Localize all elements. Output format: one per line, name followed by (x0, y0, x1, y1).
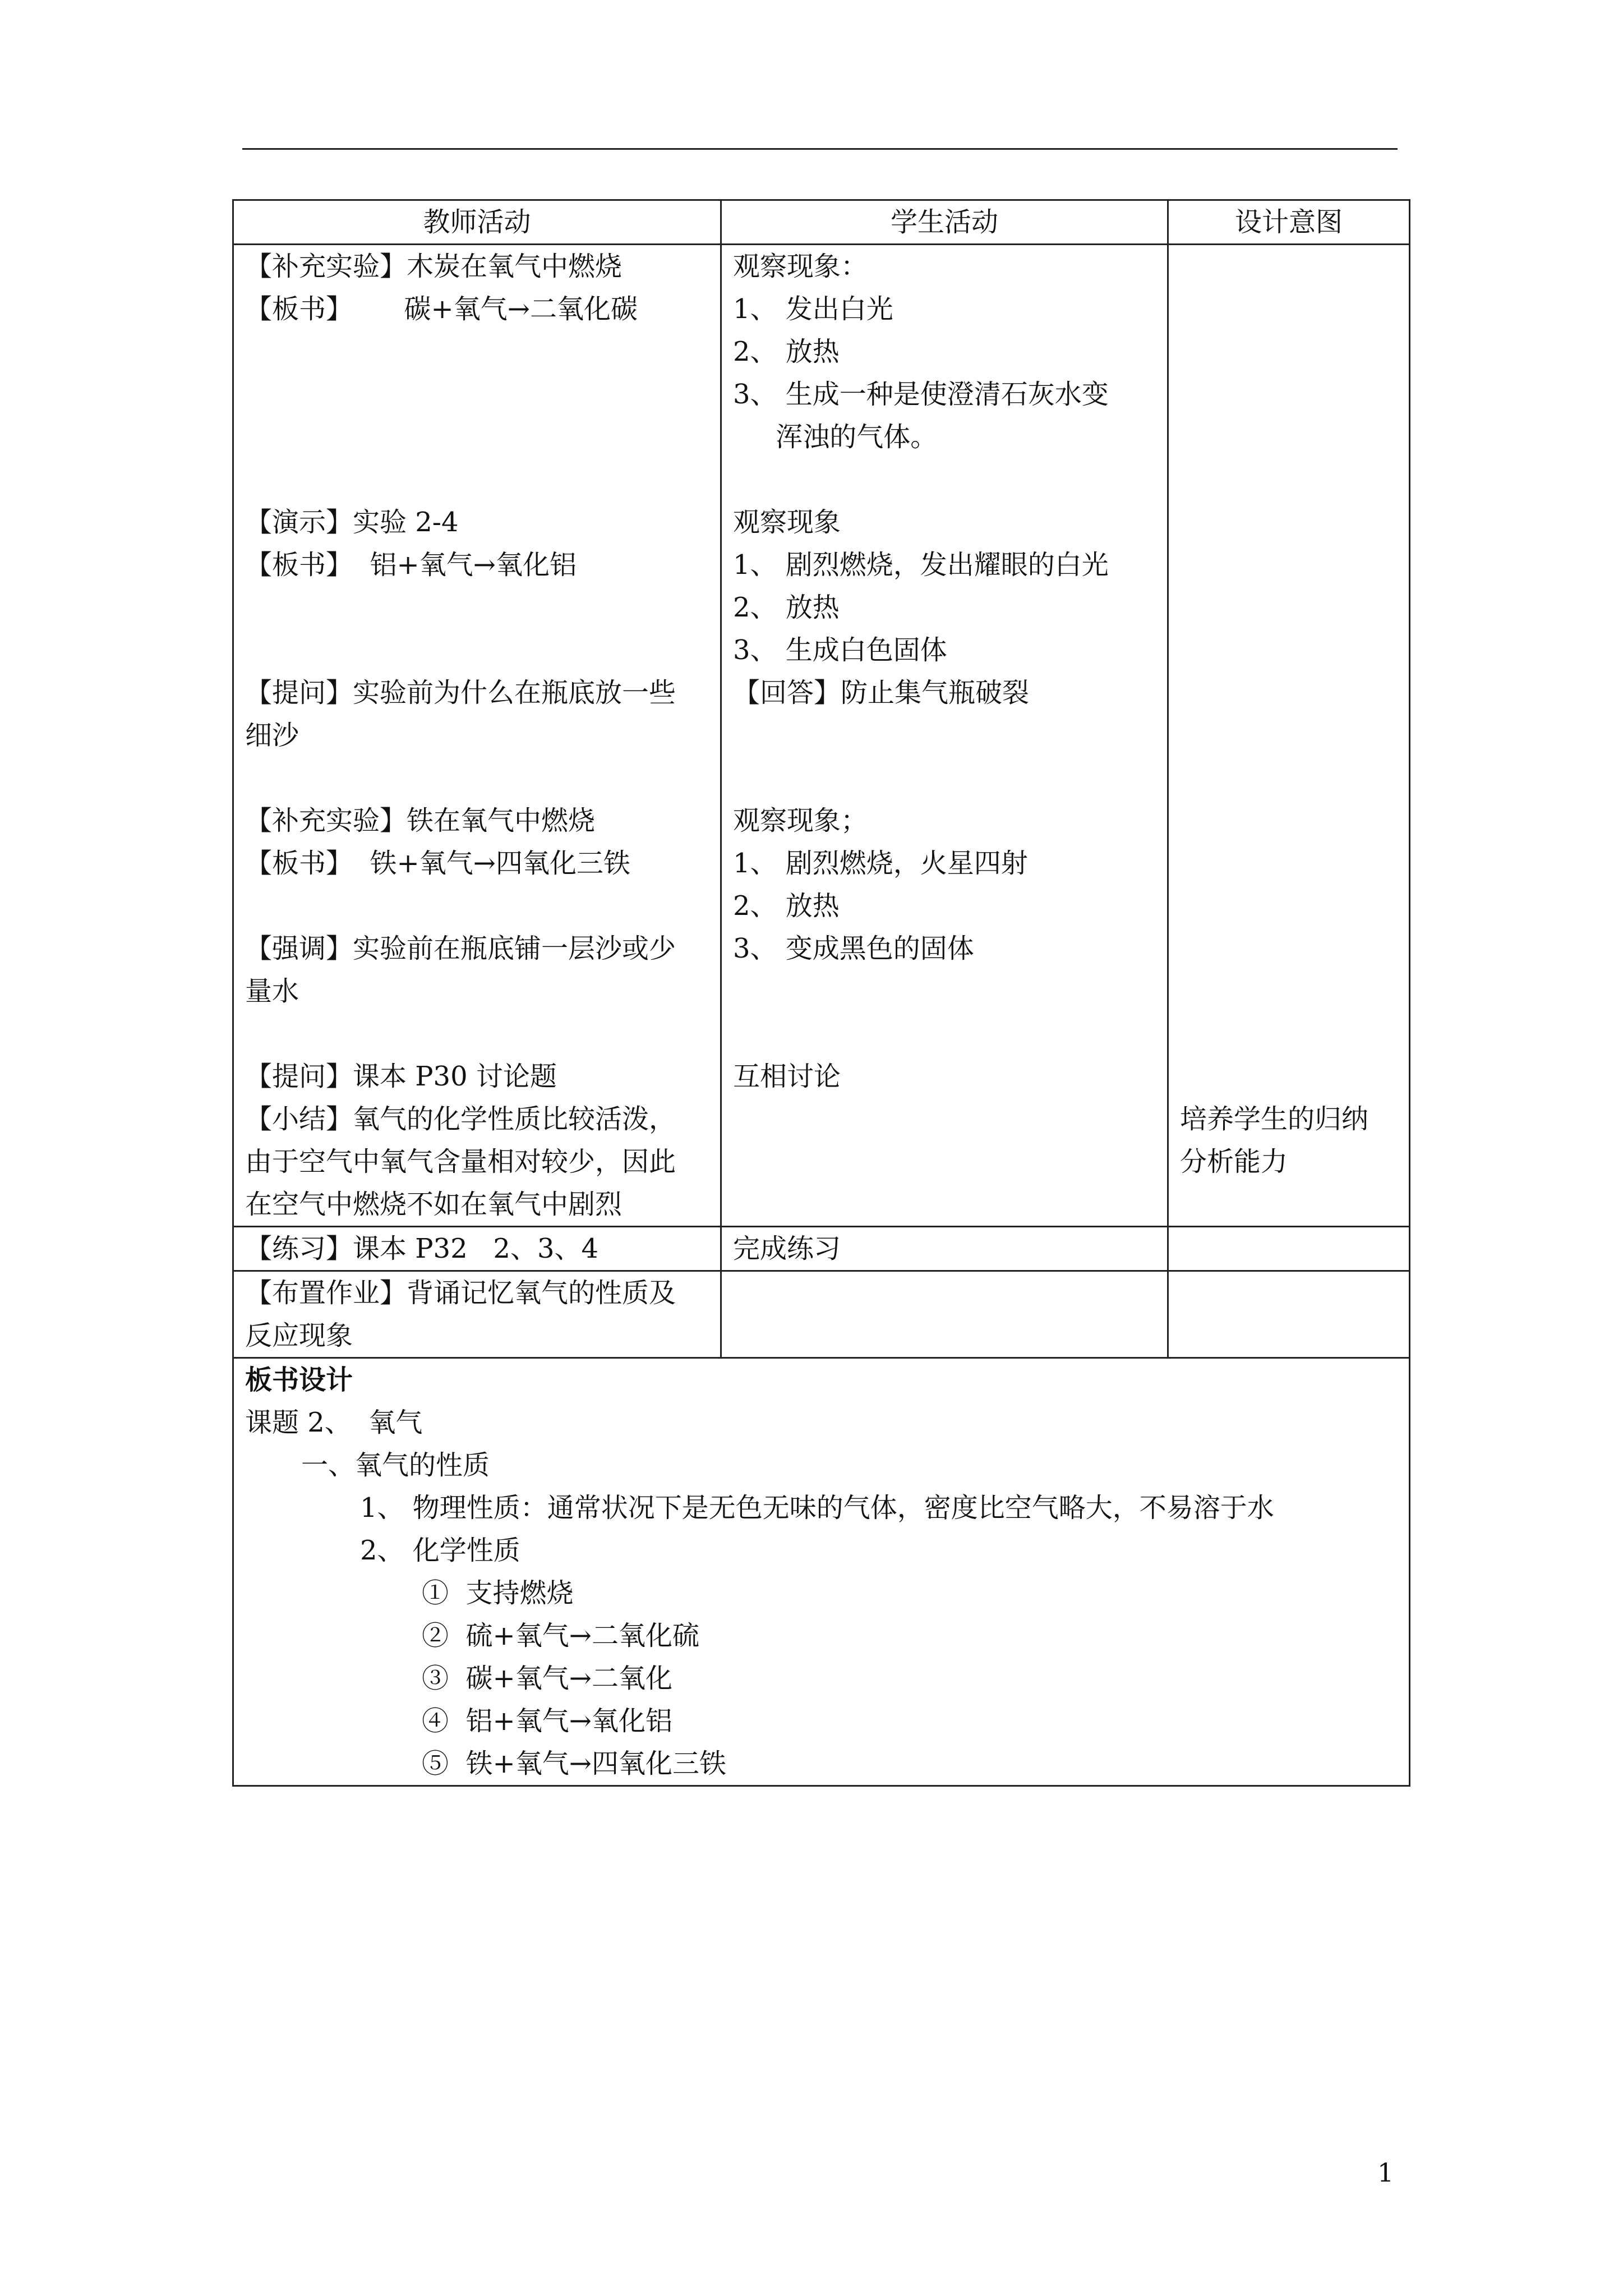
header-student-activity: 学生活动 (721, 200, 1168, 245)
student-activity-line: 浑浊的气体。 (733, 421, 938, 453)
design-intent-line (1180, 970, 1398, 1013)
teacher-activity-cell (233, 245, 721, 1227)
teacher-activity-line (245, 1013, 709, 1055)
teacher-activity-line: 细沙 (245, 720, 299, 751)
design-intent-line (1180, 927, 1398, 970)
teacher-activity-line: 【板书】 铁+氧气→四氧化三铁 (245, 848, 630, 879)
design-intent-cell (1168, 1271, 1410, 1358)
header-design-intent: 设计意图 (1168, 200, 1410, 245)
teacher-activity-line (245, 416, 709, 458)
board-design-title: 板书设计 (245, 1364, 353, 1396)
teacher-activity-line: 【补充实验】铁在氧气中燃烧 (245, 805, 596, 836)
student-activity-cell (721, 1271, 1168, 1358)
student-activity-line: 3、 生成白色固体 (733, 634, 947, 666)
teacher-activity-line (245, 330, 709, 373)
teacher-activity-line: 由于空气中氧气含量相对较少，因此 (245, 1146, 676, 1177)
design-intent-line (1180, 757, 1398, 799)
student-activity-line: 观察现象 (733, 507, 841, 538)
board-line: 课题 2、 氧气 (245, 1407, 423, 1438)
practice-text: 【练习】课本 P32 2、3、4 (245, 1233, 599, 1264)
teacher-activity-line (245, 458, 709, 501)
student-activity-line (733, 1183, 1156, 1226)
board-line: ② 硫+氧气→二氧化硫 (422, 1620, 699, 1651)
teacher-activity-line (245, 885, 709, 927)
student-activity-line (733, 757, 1156, 799)
student-activity-line: 1、 发出白光 (733, 293, 893, 325)
header-teacher-activity: 教师活动 (233, 200, 721, 245)
teacher-activity-line: 量水 (245, 976, 299, 1007)
design-intent-line (1180, 330, 1398, 373)
design-intent-line (1180, 544, 1398, 586)
student-activity-line: 观察现象； (733, 805, 868, 836)
teacher-activity-line (245, 629, 709, 671)
board-line: ③ 碳+氧气→二氧化 (422, 1663, 672, 1694)
student-activity-line: 2、 放热 (733, 336, 840, 367)
student-activity-line (733, 714, 1156, 757)
design-intent-line (1180, 671, 1398, 714)
teacher-activity-line (245, 757, 709, 799)
design-intent-line (1180, 885, 1398, 927)
student-activity-line (733, 458, 1156, 501)
teacher-activity-cell (233, 1227, 721, 1271)
teacher-activity-line (245, 373, 709, 416)
design-intent-line (1180, 245, 1398, 288)
teacher-activity-cell (233, 1271, 721, 1358)
homework-intent (1180, 1272, 1398, 1314)
board-design-row (233, 1358, 1410, 1786)
board-design-cell (233, 1358, 1410, 1786)
practice-response: 完成练习 (733, 1233, 841, 1264)
board-line: 1、 物理性质：通常状况下是无色无味的气体，密度比空气略大，不易溶于水 (360, 1492, 1274, 1524)
design-intent-line (1180, 501, 1398, 544)
student-activity-line: 【回答】防止集气瓶破裂 (733, 677, 1030, 708)
student-activity-line (733, 970, 1156, 1013)
homework-response (733, 1272, 1156, 1314)
student-activity-line: 1、 剧烈燃烧，发出耀眼的白光 (733, 549, 1109, 581)
teacher-activity-line (245, 586, 709, 629)
board-line: ⑤ 铁+氧气→四氧化三铁 (422, 1748, 726, 1779)
teacher-activity-line: 【提问】课本 P30 讨论题 (245, 1061, 557, 1092)
design-intent-line (1180, 1055, 1398, 1098)
design-intent-line (1180, 842, 1398, 885)
student-activity-line: 观察现象： (733, 251, 868, 282)
design-intent-line (1180, 458, 1398, 501)
board-line: ④ 铝+氧气→氧化铝 (422, 1705, 672, 1737)
student-activity-line (733, 1098, 1156, 1140)
student-activity-cell (721, 1227, 1168, 1271)
header-rule (242, 148, 1398, 150)
design-intent-line: 分析能力 (1180, 1146, 1288, 1177)
design-intent-line (1180, 416, 1398, 458)
table-row (233, 245, 1410, 1227)
student-activity-line: 2、 放热 (733, 592, 840, 623)
page-number: 1 (1377, 2157, 1394, 2188)
homework-text-line: 反应现象 (245, 1320, 353, 1351)
table-row (233, 1227, 1410, 1271)
practice-intent (1180, 1227, 1398, 1270)
teacher-activity-line: 【强调】实验前在瓶底铺一层沙或少 (245, 933, 676, 964)
student-activity-line: 3、 变成黑色的固体 (733, 933, 974, 964)
student-activity-line: 互相讨论 (733, 1061, 841, 1092)
design-intent-line (1180, 1013, 1398, 1055)
design-intent-line (1180, 288, 1398, 330)
board-line: 一、氧气的性质 (301, 1450, 490, 1481)
design-intent-cell (1168, 1227, 1410, 1271)
teacher-activity-line: 【补充实验】木炭在氧气中燃烧 (245, 251, 623, 282)
teacher-activity-line: 【提问】实验前为什么在瓶底放一些 (245, 677, 676, 708)
student-activity-line (733, 1140, 1156, 1183)
homework-text-line: 【布置作业】背诵记忆氧气的性质及 (245, 1277, 676, 1309)
table-row (233, 1271, 1410, 1358)
board-line: 2、 化学性质 (360, 1535, 520, 1566)
teacher-activity-line: 【小结】氧气的化学性质比较活泼， (245, 1103, 676, 1135)
board-line: ① 支持燃烧 (422, 1577, 574, 1609)
student-activity-cell (721, 245, 1168, 1227)
teacher-activity-line: 【演示】实验 2-4 (245, 507, 459, 538)
design-intent-line (1180, 586, 1398, 629)
design-intent-line: 培养学生的归纳 (1180, 1103, 1369, 1135)
design-intent-cell (1168, 245, 1410, 1227)
design-intent-line (1180, 629, 1398, 671)
table-header-row (233, 200, 1410, 245)
teacher-activity-line: 【板书】 铝+氧气→氧化铝 (245, 549, 577, 581)
design-intent-line (1180, 799, 1398, 842)
student-activity-line: 2、 放热 (733, 890, 840, 922)
design-intent-line (1180, 373, 1398, 416)
student-activity-line (733, 1013, 1156, 1055)
teacher-activity-line: 【板书】 碳+氧气→二氧化碳 (245, 293, 638, 325)
design-intent-line (1180, 1183, 1398, 1226)
lesson-table (232, 199, 1410, 1787)
design-intent-line (1180, 714, 1398, 757)
student-activity-line: 1、 剧烈燃烧，火星四射 (733, 848, 1028, 879)
teacher-activity-line: 在空气中燃烧不如在氧气中剧烈 (245, 1189, 623, 1220)
student-activity-line: 3、 生成一种是使澄清石灰水变 (733, 379, 1109, 410)
